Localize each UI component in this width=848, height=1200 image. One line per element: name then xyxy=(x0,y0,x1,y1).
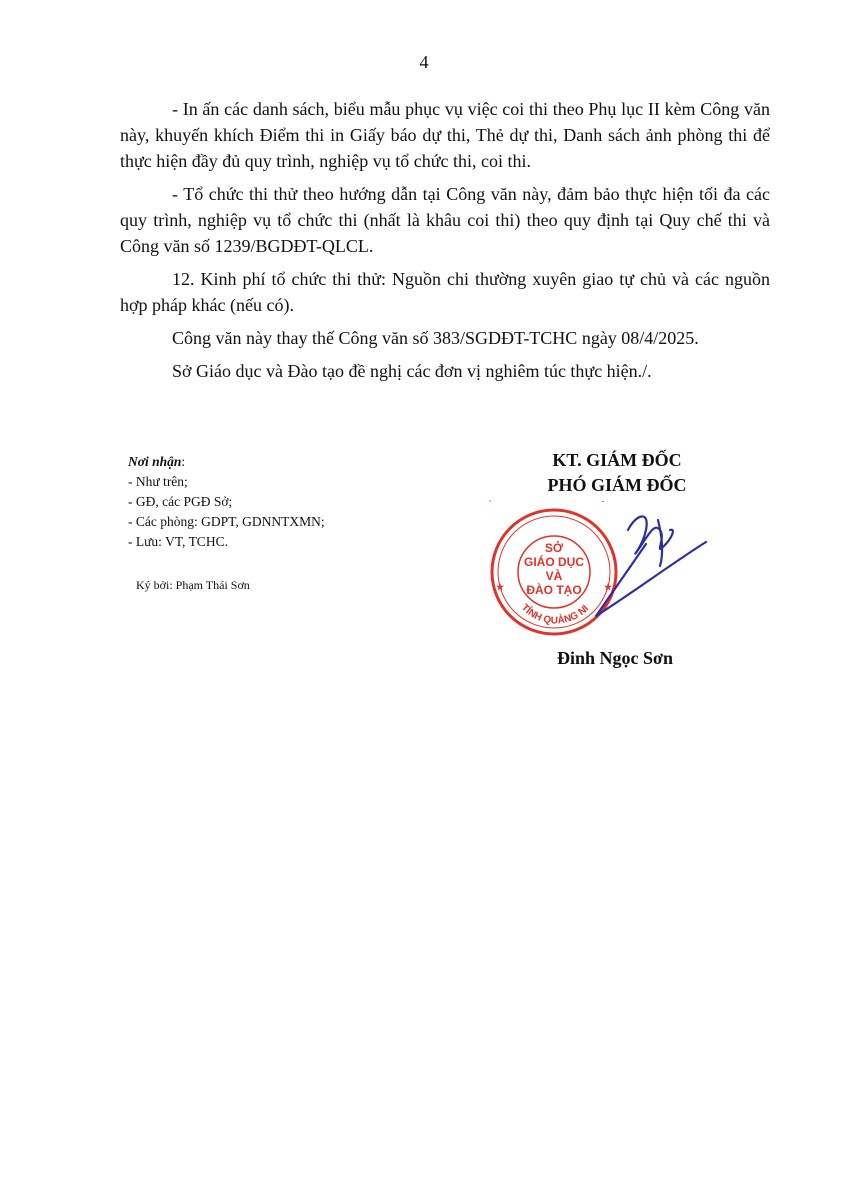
seal-bottom-text: TỈNH QUẢNG NI xyxy=(518,602,592,627)
signature-title-line2: PHÓ GIÁM ĐỐC xyxy=(547,475,687,495)
recipient-item: - GĐ, các PGĐ Sở; xyxy=(128,494,233,509)
recipient-item: - Như trên; xyxy=(128,474,188,489)
seal-star-left: ★ xyxy=(496,582,505,592)
seal-center-line2: GIÁO DỤC xyxy=(524,555,584,569)
page-number: 4 xyxy=(419,52,429,72)
recipients-heading-row xyxy=(128,452,428,472)
signature-title-line1: KT. GIÁM ĐỐC xyxy=(552,450,682,470)
recipients-heading: Nơi nhận xyxy=(128,454,182,469)
paragraph: - Tổ chức thi thử theo hướng dẫn tại Công văn này, đảm bảo thực hiện tối đa các quy trình, nghiệp vụ tổ chức thi (nhất là khâu coi thi) theo quy định tại Quy chế thi và Công văn số 1239/BGDĐT-QLCL. xyxy=(120,184,770,256)
handwritten-signature xyxy=(596,516,706,616)
seal-center-line1: SỞ xyxy=(544,541,564,555)
seal-center-line4: ĐÀO TẠO xyxy=(526,583,582,597)
signature-title-block xyxy=(492,448,742,498)
official-seal xyxy=(478,500,718,640)
signed-by-note: Ký bởi: Phạm Thái Sơn xyxy=(136,578,250,592)
recipients-block xyxy=(128,452,428,552)
signer-name: Đinh Ngọc Sơn xyxy=(557,648,673,668)
paragraph: Sở Giáo dục và Đào tạo đề nghị các đơn vị nghiêm túc thực hiện./. xyxy=(172,361,652,381)
paragraph: Công văn này thay thế Công văn số 383/SGDĐT-TCHC ngày 08/4/2025. xyxy=(172,328,699,348)
seal-star-right: ★ xyxy=(604,582,613,592)
recipient-item: - Các phòng: GDPT, GDNNTXMN; xyxy=(128,514,325,529)
seal-and-signature-graphic xyxy=(478,500,718,640)
paragraph: 12. Kinh phí tổ chức thi thử: Nguồn chi thường xuyên giao tự chủ và các nguồn hợp pháp khác (nếu có). xyxy=(120,269,770,315)
recipient-item: - Lưu: VT, TCHC. xyxy=(128,534,228,549)
recipients-colon: : xyxy=(181,454,186,469)
paragraph: - In ấn các danh sách, biểu mẫu phục vụ việc coi thi theo Phụ lục II kèm Công văn này, khuyến khích Điểm thi in Giấy báo dự thi, Thẻ dự thi, Danh sách ảnh phòng thi để thực hiện đầy đủ quy trình, nghiệp vụ tổ chức thi, coi thi. xyxy=(120,99,770,171)
document-body xyxy=(120,96,770,391)
seal-ring-text xyxy=(478,500,642,503)
seal-center-line3: VÀ xyxy=(545,569,563,583)
